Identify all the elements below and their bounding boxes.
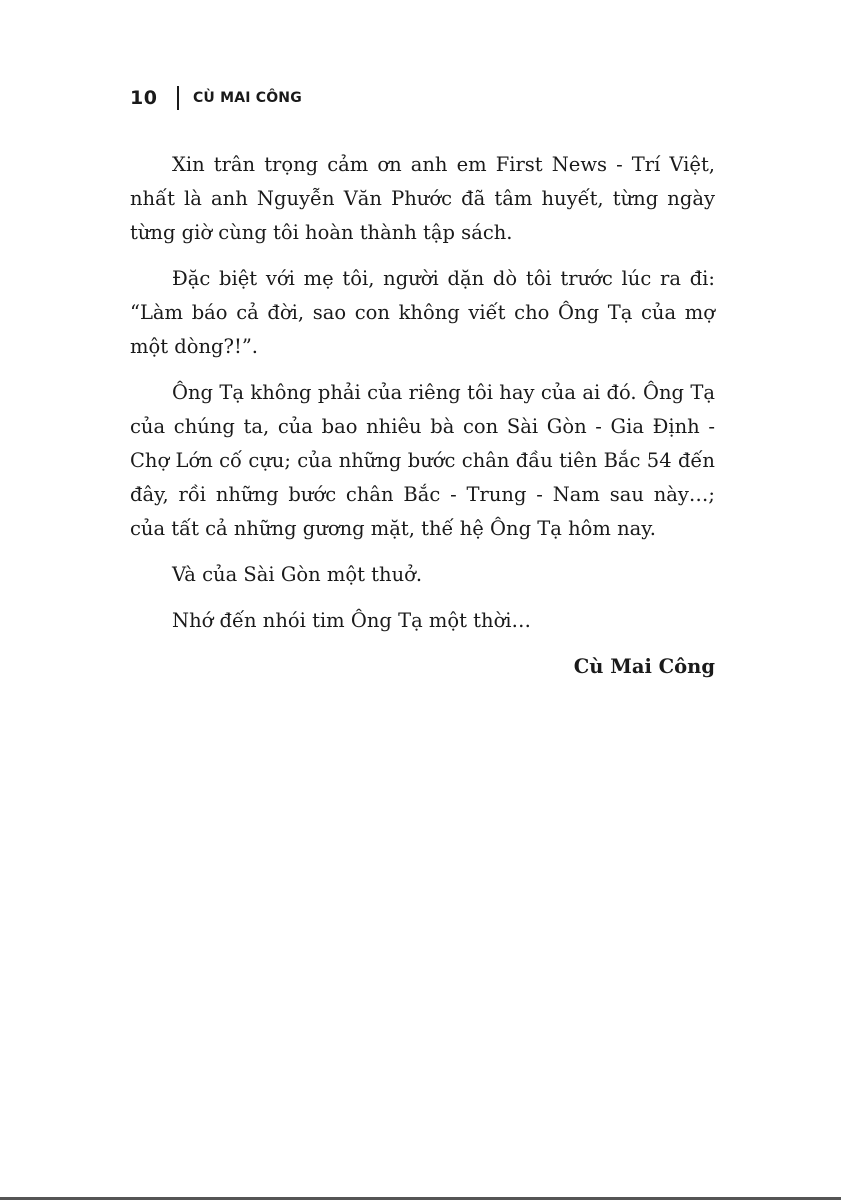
- page-header: [130, 84, 302, 112]
- running-title: CÙ MAI CÔNG: [192, 90, 302, 106]
- paragraph: Đặc biệt với mẹ tôi, người dặn dò tôi trước lúc ra đi: “Làm báo cả đời, sao con không viết cho Ông Tạ của mợ một dòng?!”.: [130, 267, 715, 358]
- page-number: 10: [130, 87, 158, 109]
- paragraph: Nhớ đến nhói tim Ông Tạ một thời…: [172, 609, 532, 632]
- author-signature: Cù Mai Công: [573, 655, 715, 678]
- paragraph: Ông Tạ không phải của riêng tôi hay của ai đó. Ông Tạ của chúng ta, của bao nhiêu bà con Sài Gòn - Gia Định - Chợ Lớn cố cựu; của những bước chân đầu tiên Bắc 54 đến đây, rồi những bước chân Bắc - Trung - Nam sau này…; của tất cả những gương mặt, thế hệ Ông Tạ hôm nay.: [130, 381, 715, 540]
- paragraph: Xin trân trọng cảm ơn anh em First News - Trí Việt, nhất là anh Nguyễn Văn Phước đã tâm huyết, từng ngày từng giờ cùng tôi hoàn thành tập sách.: [130, 153, 715, 244]
- paragraph: Và của Sài Gòn một thuở.: [172, 563, 423, 586]
- header-divider: [177, 86, 179, 110]
- body-text: [130, 148, 715, 684]
